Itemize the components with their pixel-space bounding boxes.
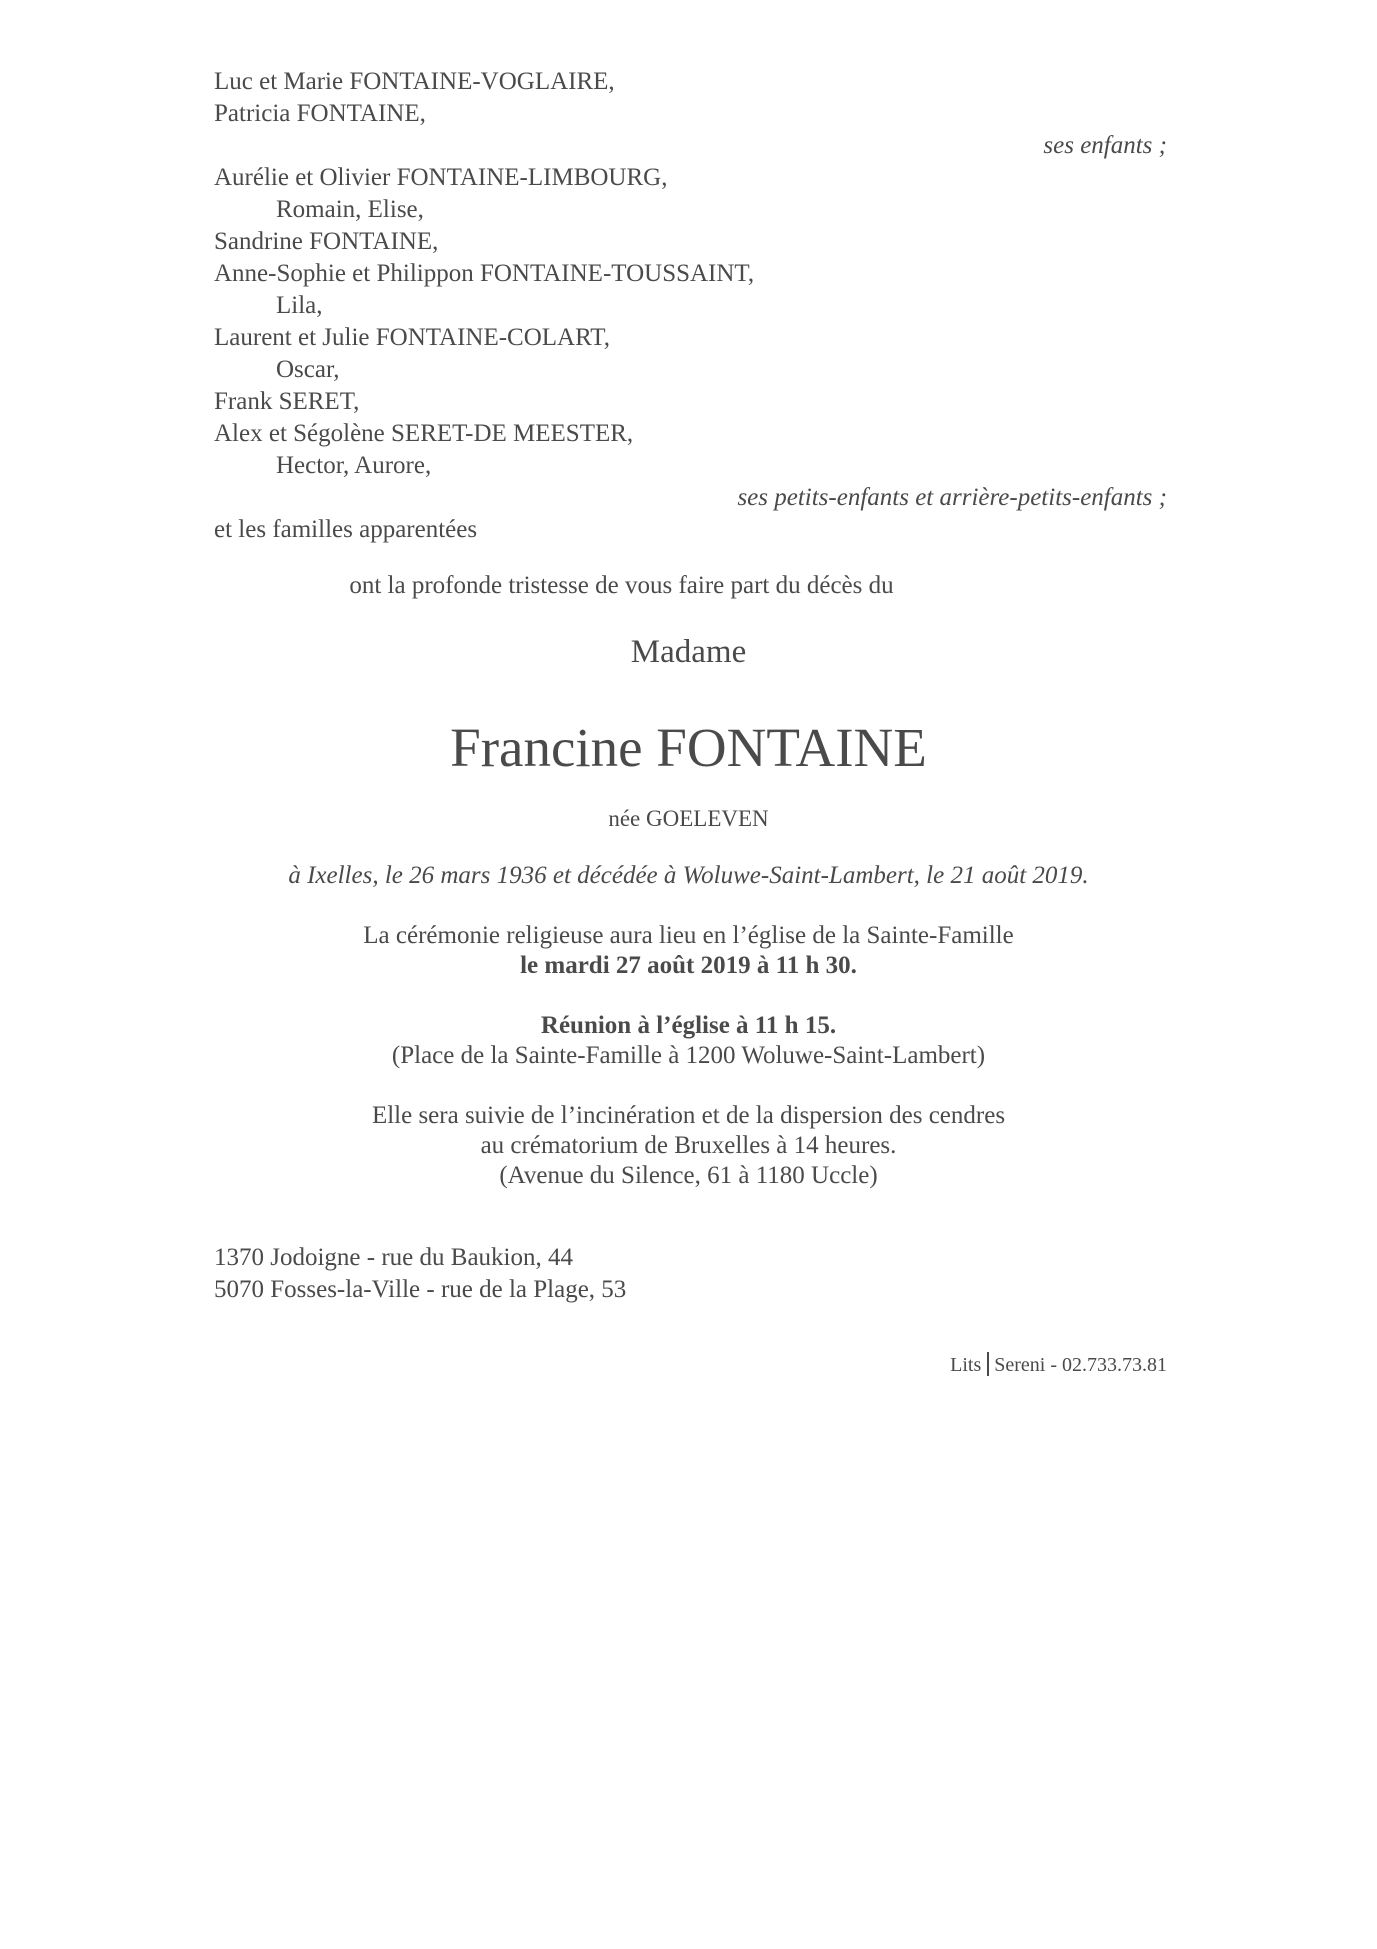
church-address: (Place de la Sainte-Famille à 1200 Woluwe-Saint-Lambert)	[391, 1042, 986, 1069]
family-line: Hector, Aurore,	[276, 452, 432, 479]
family-line: Alex et Ségolène SERET-DE MEESTER,	[214, 420, 634, 447]
relatives-line: et les familles apparentées	[214, 516, 478, 543]
crematorium-address: (Avenue du Silence, 61 à 1180 Uccle)	[499, 1162, 878, 1189]
deceased-title: Madame	[630, 634, 747, 670]
cremation-line: Elle sera suivie de l’incinération et de la dispersion des cendres	[371, 1102, 1006, 1129]
ceremony-line: La cérémonie religieuse aura lieu en l’église de la Sainte-Famille	[363, 922, 1014, 949]
deceased-name: Francine FONTAINE	[450, 717, 927, 778]
brand-name: Lits	[950, 1354, 982, 1376]
funeral-home-credit	[950, 1352, 1167, 1378]
family-line: Patricia FONTAINE,	[214, 100, 426, 127]
family-line: Aurélie et Olivier FONTAINE-LIMBOURG,	[214, 164, 668, 191]
family-line: Sandrine FONTAINE,	[214, 228, 439, 255]
children-label: ses enfants ;	[1043, 132, 1167, 159]
family-line: Luc et Marie FONTAINE-VOGLAIRE,	[214, 68, 615, 95]
family-line: Anne-Sophie et Philippon FONTAINE-TOUSSAINT,	[214, 260, 755, 287]
divider	[987, 1352, 989, 1376]
brand-contact: Sereni - 02.733.73.81	[994, 1354, 1167, 1376]
ceremony-date: le mardi 27 août 2019 à 11 h 30.	[520, 952, 857, 979]
family-line: Laurent et Julie FONTAINE-COLART,	[214, 324, 610, 351]
family-line: Oscar,	[276, 356, 340, 383]
family-line: Romain, Elise,	[276, 196, 424, 223]
meeting-time: Réunion à l’église à 11 h 15.	[540, 1012, 837, 1039]
family-address: 5070 Fosses-la-Ville - rue de la Plage, 53	[214, 1276, 627, 1303]
family-address: 1370 Jodoigne - rue du Baukion, 44	[214, 1244, 573, 1271]
announcement-text: ont la profonde tristesse de vous faire part du décès du	[349, 572, 894, 599]
maiden-name: née GOELEVEN	[608, 806, 769, 831]
family-line: Lila,	[276, 292, 323, 319]
life-dates: à Ixelles, le 26 mars 1936 et décédée à Woluwe-Saint-Lambert, le 21 août 2019.	[288, 862, 1089, 889]
family-line: Frank SERET,	[214, 388, 360, 415]
cremation-line: au crématorium de Bruxelles à 14 heures.	[480, 1132, 897, 1159]
grandchildren-label: ses petits-enfants et arrière-petits-enfants ;	[737, 484, 1167, 511]
